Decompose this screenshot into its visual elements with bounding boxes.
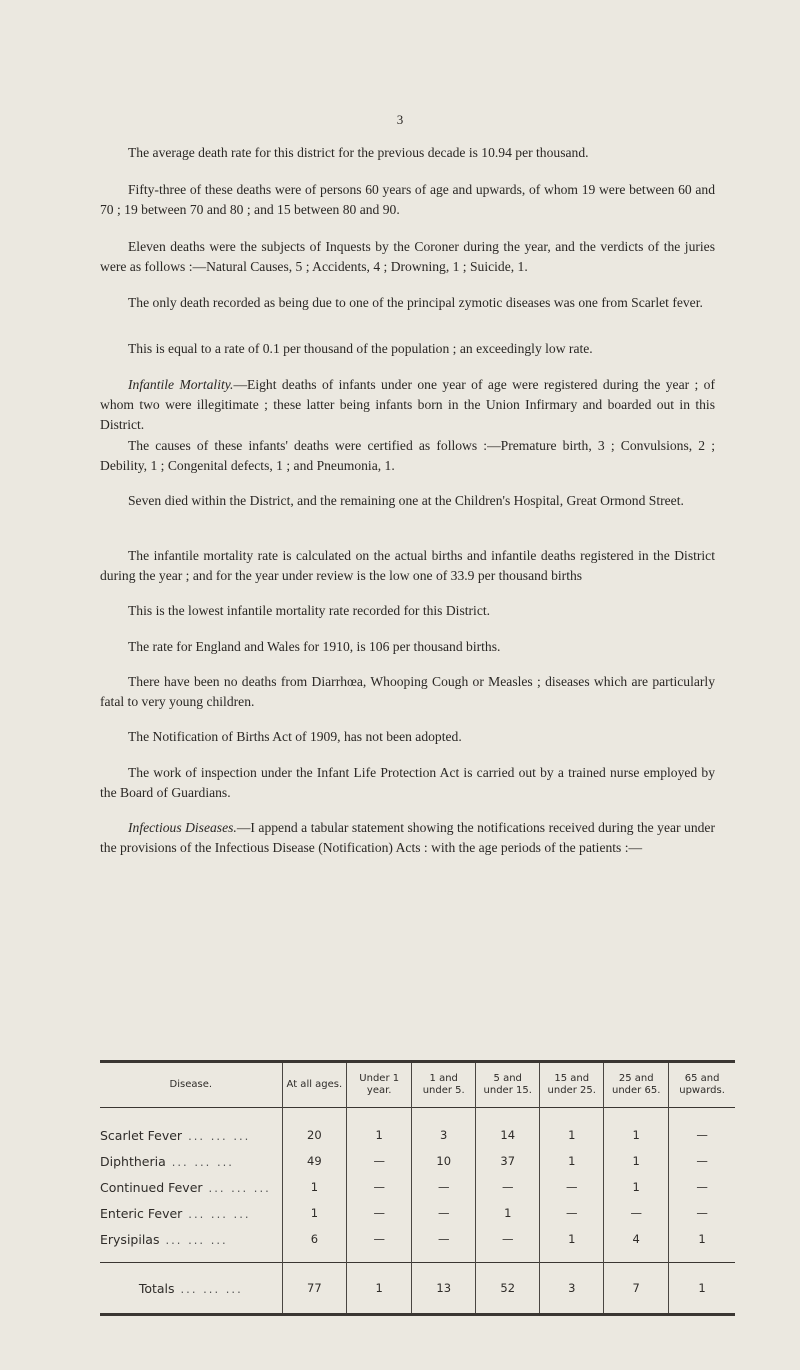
table-cell: 1: [540, 1148, 604, 1174]
paragraph-infantile-mortality: Infantile Mortality.—Eight deaths of infants under one year of age were registered during the year ; of whom two were illegitimate ; these latter being infants born in the Union Infirmary and boarded out in this District.: [100, 377, 715, 432]
header-5-under-15: 5 and under 15.: [476, 1062, 540, 1108]
table-cell: —: [412, 1200, 476, 1226]
table-cell: 1: [347, 1108, 412, 1149]
table-cell: 20: [282, 1108, 347, 1149]
table-row: [100, 1174, 735, 1200]
paragraph-death-rate: The average death rate for this district for the previous decade is 10.94 per thousand.: [128, 145, 589, 160]
header-65-upwards: 65 and upwards.: [669, 1062, 735, 1108]
table-cell: 1: [669, 1226, 735, 1263]
table-row: [100, 1200, 735, 1226]
paragraph-elderly-deaths: Fifty-three of these deaths were of persons 60 years of age and upwards, of whom 19 were between 60 and 70 ; 19 between 70 and 80 ; and 15 between 80 and 90.: [100, 182, 715, 217]
table-cell: —: [347, 1200, 412, 1226]
totals-cell: 13: [412, 1263, 476, 1315]
section-heading-infantile: Infantile Mortality.: [128, 377, 234, 392]
table-cell: —: [476, 1174, 540, 1200]
table-cell: —: [476, 1226, 540, 1263]
page-number: 3: [396, 112, 404, 127]
table-cell: 1: [476, 1200, 540, 1226]
header-15-under-25: 15 and under 25.: [540, 1062, 604, 1108]
section-heading-infectious: Infectious Diseases.: [128, 820, 237, 835]
table-cell: —: [669, 1108, 735, 1149]
table-cell: —: [669, 1148, 735, 1174]
totals-cell: 52: [476, 1263, 540, 1315]
table-cell: 1: [540, 1108, 604, 1149]
row-label: Scarlet Fever ... ... ...: [100, 1127, 251, 1143]
table-cell: 4: [604, 1226, 669, 1263]
paragraph-infectious-diseases: Infectious Diseases.—I append a tabular statement showing the notifications received during the year under the provisions of the Infectious Disease (Notification) Acts : with the age periods of the patients :—: [100, 820, 715, 855]
infectious-disease-table: [100, 1060, 735, 1316]
table-cell: 1: [604, 1174, 669, 1200]
paragraph-lowest-rate: This is the lowest infantile mortality rate recorded for this District.: [128, 603, 491, 618]
table-cell: —: [412, 1174, 476, 1200]
table-cell: 14: [476, 1108, 540, 1149]
table-cell: —: [347, 1174, 412, 1200]
header-all-ages: At all ages.: [282, 1062, 347, 1108]
totals-row: [100, 1263, 735, 1315]
paragraph-zymotic: The only death recorded as being due to one of the principal zymotic diseases was one from Scarlet fever.: [128, 295, 703, 310]
table-cell: 1: [604, 1108, 669, 1149]
table-cell: —: [540, 1174, 604, 1200]
row-label: Diphtheria ... ... ...: [100, 1153, 234, 1169]
paragraph-infant-causes: The causes of these infants' deaths were certified as follows :—Premature birth, 3 ; Convulsions, 2 ; Debility, 1 ; Congenital defects, 1 ; and Pneumonia, 1.: [100, 438, 715, 473]
paragraph-england-rate: The rate for England and Wales for 1910, is 106 per thousand births.: [128, 639, 501, 654]
paragraph-inquests: Eleven deaths were the subjects of Inquests by the Coroner during the year, and the verdicts of the juries were as follows :—Natural Causes, 5 ; Accidents, 4 ; Drowning, 1 ; Suicide, 1.: [100, 239, 715, 274]
table-cell: 49: [282, 1148, 347, 1174]
paragraph-notification-act: The Notification of Births Act of 1909, has not been adopted.: [128, 729, 462, 744]
table-cell: —: [669, 1174, 735, 1200]
table-cell: —: [604, 1200, 669, 1226]
header-25-under-65: 25 and under 65.: [604, 1062, 669, 1108]
table-cell: 6: [282, 1226, 347, 1263]
table-row: [100, 1226, 735, 1263]
totals-cell: 1: [347, 1263, 412, 1315]
table-cell: —: [669, 1200, 735, 1226]
paragraph-rate: This is equal to a rate of 0.1 per thousand of the population ; an exceedingly low rate.: [128, 341, 593, 356]
header-disease: Disease.: [169, 1079, 213, 1090]
table-cell: 37: [476, 1148, 540, 1174]
paragraph-inspection: The work of inspection under the Infant Life Protection Act is carried out by a trained nurse employed by the Board of Guardians.: [100, 765, 715, 800]
totals-cell: 7: [604, 1263, 669, 1315]
row-label: Continued Fever ... ... ...: [100, 1179, 271, 1195]
table-cell: 1: [540, 1226, 604, 1263]
paragraph-infant-rate: The infantile mortality rate is calculated on the actual births and infantile deaths registered in the District during the year ; and for the year under review is the low one of 33.9 per thousand births: [100, 548, 715, 583]
row-label: Erysipilas ... ... ...: [100, 1231, 228, 1247]
table-cell: —: [540, 1200, 604, 1226]
table-cell: 3: [412, 1108, 476, 1149]
totals-label: Totals ... ... ...: [138, 1280, 243, 1296]
table-cell: —: [347, 1226, 412, 1263]
table-cell: 10: [412, 1148, 476, 1174]
totals-cell: 3: [540, 1263, 604, 1315]
table-row: [100, 1148, 735, 1174]
header-1-under-5: 1 and under 5.: [412, 1062, 476, 1108]
table-cell: 1: [604, 1148, 669, 1174]
table-header-row: [100, 1062, 735, 1108]
totals-cell: 1: [669, 1263, 735, 1315]
paragraph-hospital: Seven died within the District, and the remaining one at the Children's Hospital, Great Ormond Street.: [128, 493, 684, 508]
table-cell: —: [412, 1226, 476, 1263]
header-under-1: Under 1 year.: [347, 1062, 412, 1108]
totals-cell: 77: [282, 1263, 347, 1315]
table-cell: —: [347, 1148, 412, 1174]
table-row: [100, 1108, 735, 1149]
table-cell: 1: [282, 1200, 347, 1226]
row-label: Enteric Fever ... ... ...: [100, 1205, 251, 1221]
table-cell: 1: [282, 1174, 347, 1200]
paragraph-no-deaths: There have been no deaths from Diarrhœa, Whooping Cough or Measles ; diseases which are particularly fatal to very young children.: [100, 674, 715, 709]
